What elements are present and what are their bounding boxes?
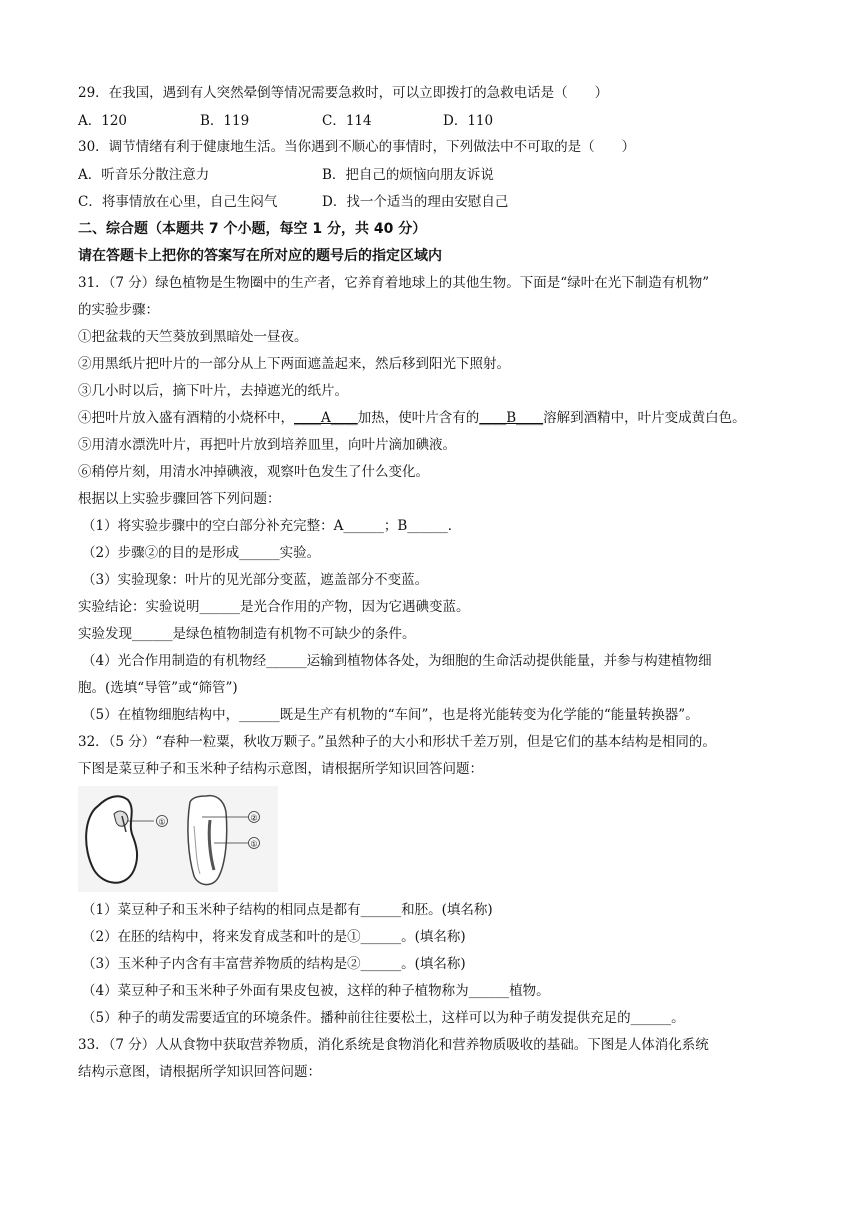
q30-option-b: B．把自己的烦恼向朋友诉说	[322, 167, 494, 183]
section-title: 二、综合题（本题共 7 个小题，每空 1 分，共 40 分）	[78, 221, 427, 237]
q31-step2: ②用黑纸片把叶片的一部分从上下两面遮盖起来，然后移到阳光下照射。	[78, 356, 510, 372]
q32-stem-line1: 32．（5 分）“春种一粒粟，秋收万颗子。”虽然种子的大小和形状千差万别，但是它们的基本结构是相同的。	[78, 734, 716, 750]
seed-structure-figure	[78, 786, 278, 892]
q32-part4: （4）菜豆种子和玉米种子外面有果皮包被，这样的种子植物称为______植物。	[82, 983, 550, 999]
q31-step4	[78, 408, 746, 428]
q29-option-d: D．110	[443, 113, 494, 129]
q31-part1: （1）将实验步骤中的空白部分补充完整：A______；B______．	[82, 518, 462, 534]
q30-option-d: D．找一个适当的理由安慰自己	[322, 194, 509, 210]
q31-part3: （3）实验现象：叶片的见光部分变蓝，遮盖部分不变蓝。	[82, 572, 429, 588]
q31-lead: 根据以上实验步骤回答下列问题：	[78, 491, 281, 507]
q32-stem-line2: 下图是菜豆种子和玉米种子结构示意图，请根据所学知识回答问题：	[78, 761, 483, 777]
q29-stem: 29．在我国，遇到有人突然晕倒等情况需要急救时，可以立即拨打的急救电话是（ ）	[78, 85, 609, 101]
q32-part2: （2）在胚的结构中，将来发育成茎和叶的是①______。(填名称)	[82, 929, 466, 945]
q31-stem-line1: 31．（7 分）绿色植物是生物圈中的生产者，它养育着地球上的其他生物。下面是“绿叶在光下制造有机物”	[78, 275, 710, 291]
q32-part5: （5）种子的萌发需要适宜的环境条件。播种前往往要松土，这样可以为种子萌发提供充足的______。	[82, 1010, 685, 1026]
q33-stem-line2: 结构示意图，请根据所学知识回答问题：	[78, 1064, 321, 1080]
corn-label-2: ②	[250, 813, 258, 823]
q29-option-a: A．120	[78, 113, 128, 129]
q31-conclusion: 实验结论：实验说明______是光合作用的产物，因为它遇碘变蓝。	[78, 599, 470, 615]
q31-part5: （5）在植物细胞结构中，______既是生产有机物的“车间”，也是将光能转变为化学能的“能量转换器”。	[82, 707, 699, 723]
q31-part4-line2: 胞。(选填“导管”或“筛管”)	[78, 680, 238, 696]
q33-stem-line1: 33．（7 分）人从食物中获取营养物质，消化系统是食物消化和营养物质吸收的基础。下图是人体消化系统	[78, 1037, 709, 1053]
q31-step5: ⑤用清水漂洗叶片，再把叶片放到培养皿里，向叶片滴加碘液。	[78, 437, 456, 453]
q30-stem: 30．调节情绪有利于健康地生活。当你遇到不顺心的事情时，下列做法中不可取的是（ ）	[78, 139, 636, 155]
q31-discovery: 实验发现______是绿色植物制造有机物不可缺少的条件。	[78, 626, 416, 642]
section-instruction: 请在答题卡上把你的答案写在所对应的题号后的指定区域内	[78, 248, 442, 264]
q31-step4-part3: 溶解到酒精中，叶片变成黄白色。	[543, 410, 746, 426]
q32-part3: （3）玉米种子内含有丰富营养物质的结构是②______。(填名称)	[82, 956, 466, 972]
q31-blank-b: ____B____	[479, 410, 544, 426]
q32-part1: （1）菜豆种子和玉米种子结构的相同点是都有______和胚。(填名称)	[82, 902, 493, 918]
q31-step4-part1: ④把叶片放入盛有酒精的小烧杯中，	[78, 410, 294, 426]
q31-step3: ③几小时以后，摘下叶片，去掉遮光的纸片。	[78, 383, 348, 399]
q31-step1: ①把盆栽的天竺葵放到黑暗处一昼夜。	[78, 329, 308, 345]
q30-option-c: C．将事情放在心里，自己生闷气	[78, 194, 278, 210]
q31-stem-line2: 的实验步骤：	[78, 302, 159, 318]
q31-part4-line1: （4）光合作用制造的有机物经______运输到植物体各处，为细胞的生命活动提供能量，并参与构建植物细	[82, 653, 712, 669]
q31-step4-part2: 加热，使叶片含有的	[357, 410, 480, 426]
q31-step6: ⑥稍停片刻，用清水冲掉碘液，观察叶色发生了什么变化。	[78, 464, 429, 480]
q31-blank-a: ____A____	[294, 410, 358, 426]
q31-part2: （2）步骤②的目的是形成______实验。	[82, 545, 321, 561]
q29-option-b: B．119	[200, 113, 250, 129]
q29-option-c: C．114	[322, 113, 372, 129]
q30-option-a: A．听音乐分散注意力	[78, 167, 210, 183]
bean-label-1: ①	[158, 817, 166, 827]
corn-label-1: ①	[250, 839, 258, 849]
